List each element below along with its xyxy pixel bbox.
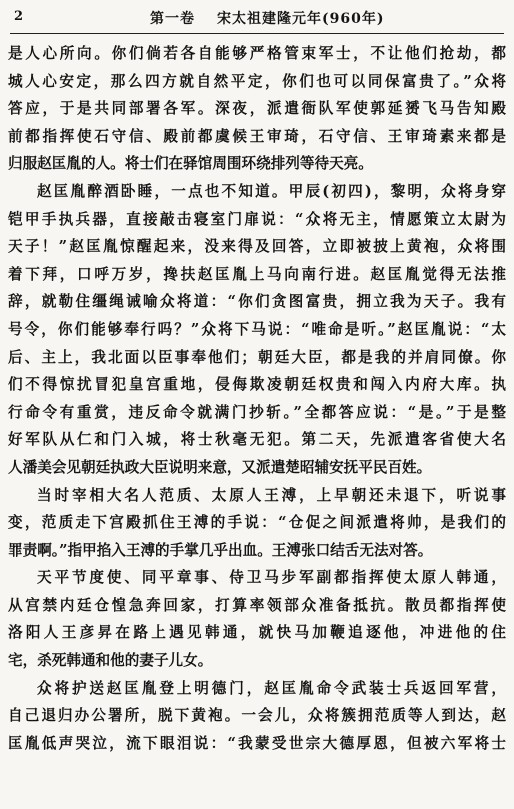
text-line: 天子！”赵匡胤惊醒起来，没来得及回答，立即被披上黄袍，众将围 (8, 238, 506, 256)
text-line: 洛阳人王彦昇在路上遇见韩通，就快马加鞭追逐他，冲进他的住 (8, 624, 506, 642)
text-line: 答应，于是共同部署各军。深夜，派遣衙队军使郭延赟飞马告知殿 (8, 100, 506, 118)
text-line: 号令，你们能够奉行吗？”众将下马说：“唯命是听。”赵匡胤说：“太 (8, 320, 506, 338)
paragraph (8, 40, 506, 178)
header-rule (10, 33, 504, 34)
text-line: 匡胤低声哭泣，流下眼泪说：“我蒙受世宗大德厚恩，但被六军将士 (8, 734, 506, 752)
paragraph (8, 675, 506, 758)
text-line: 辞，就勒住缰绳诫喻众将道：“你们贪图富贵，拥立我为天子。我有 (8, 293, 506, 311)
text-line: 铠甲手执兵器，直接敲击寝室门扉说：“众将无主，情愿策立太尉为 (8, 210, 506, 228)
chapter-title: 宋太祖建隆元年(960年) (217, 11, 385, 27)
text-line: 好军队从仁和门入城，将士秋毫无犯。第二天，先派遣客省使大名 (8, 431, 506, 449)
text-line: 当时宰相大名人范质、太原人王溥，上早朝还未退下，听说事 (37, 486, 506, 504)
text-line: 天平节度使、同平章事、侍卫马步军副都指挥使太原人韩通， (37, 569, 506, 587)
running-head (150, 8, 384, 28)
text-line: 变，范质走下宫殿抓住王溥的手说：“仓促之间派遣将帅，是我们的 (8, 514, 506, 532)
text-line: 行命令有重赏，违反命令就满门抄斩。”全都答应说：“是。”于是整 (8, 403, 506, 421)
text-line: 人潘美会见朝廷执政大臣说明来意，又派遣楚昭辅安抚平民百姓。 (8, 458, 432, 476)
paragraph (8, 482, 506, 565)
text-line: 们不得惊扰冒犯皇宫重地，侵侮欺凌朝廷权贵和闯入内府大库。执 (8, 376, 506, 394)
paragraph (8, 178, 506, 482)
text-line: 归服赵匡胤的人。将士们在驿馆周围环绕排列等待天亮。 (8, 155, 373, 173)
text-line: 是人心所向。你们倘若各自能够严格管束军士，不让他们抢劫，都 (8, 45, 506, 62)
body-text (8, 40, 506, 757)
text-line: 众将护送赵匡胤登上明德门，赵匡胤命令武装士兵返回军营， (37, 679, 506, 697)
text-line: 赵匡胤醉酒卧睡，一点也不知道。甲辰(初四)，黎明，众将身穿 (37, 182, 506, 200)
text-line: 自己退归办公署所，脱下黄袍。一会儿，众将簇拥范质等人到达，赵 (8, 707, 506, 725)
text-line: 前都指挥使石守信、殿前都虞候王审琦，石守信、王审琦素来都是 (8, 127, 506, 145)
page-header (0, 8, 514, 30)
text-line: 城人心安定，那么四方就自然平定，你们也可以同保富贵了。”众将 (8, 72, 506, 90)
text-line: 后、主上，我北面以臣事奉他们；朝廷大臣，都是我的并肩同僚。你 (8, 348, 506, 366)
volume-label: 第一卷 (150, 11, 195, 27)
text-line: 宅，杀死韩通和他的妻子儿女。 (8, 652, 213, 670)
paragraph (8, 564, 506, 674)
text-line: 着下拜，口呼万岁，搀扶赵匡胤上马向南行进。赵匡胤觉得无法推 (8, 265, 506, 283)
text-line: 从宫禁内廷仓惶急奔回家，打算率领部众准备抵抗。散员都指挥使 (8, 596, 506, 614)
page-number: 2 (14, 9, 24, 24)
text-line: 罪责啊。”指甲掐入王溥的手掌几乎出血。王溥张口结舌无法对答。 (8, 541, 433, 559)
